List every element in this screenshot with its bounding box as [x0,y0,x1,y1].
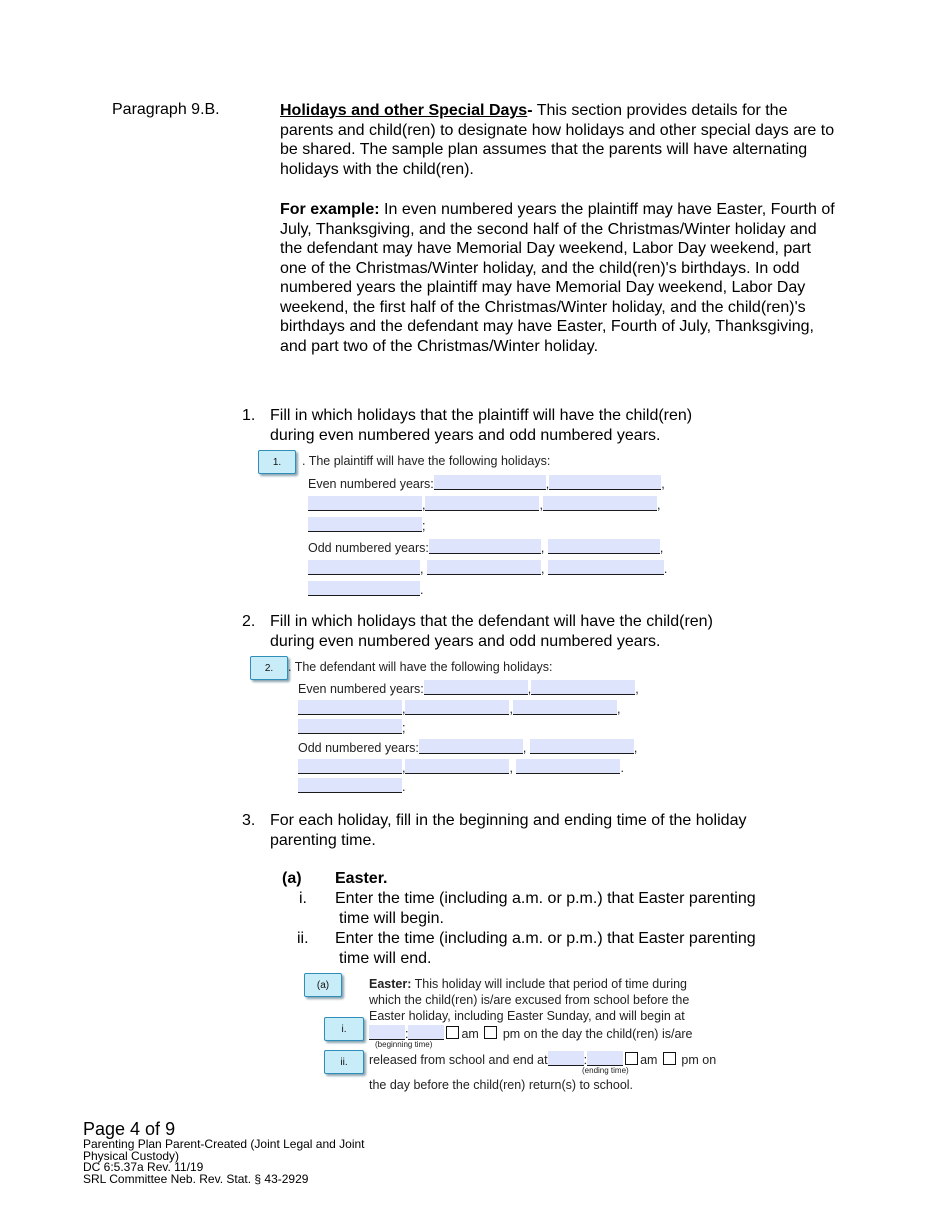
easter-sample-line: the day before the child(ren) return(s) to school. [369,1078,634,1092]
end-time-row: released from school and end at : am pm on [369,1053,717,1067]
defendant-holidays-sample [248,656,668,796]
am-checkbox[interactable] [446,1026,459,1039]
easter-sub-item-ii [297,929,797,969]
holiday-field[interactable] [549,475,661,490]
item-line-2: parenting time. [270,831,376,849]
item-line-1: Fill in which holidays that the defendant will have the child(ren) [270,613,713,630]
odd-years-row: , , . [308,560,667,576]
am-checkbox[interactable] [625,1052,638,1065]
sub-item-line-1: Enter the time (including a.m. or p.m.) that Easter parenting [335,930,756,947]
item-line-2: during even numbered years and odd numbered years. [270,632,661,650]
holiday-field[interactable] [298,700,402,715]
sample-badge: 1. [258,450,296,474]
holiday-field[interactable] [425,496,539,511]
pm-checkbox[interactable] [663,1052,676,1065]
odd-years-row: Odd numbered years: , , [308,541,664,555]
odd-years-row: Odd numbered years: , , [298,741,638,755]
sample-badge-i: i. [324,1017,364,1041]
sub-item-number: i. [299,890,307,907]
holiday-field[interactable] [513,700,617,715]
page-number: Page 4 of 9 [83,1119,176,1139]
even-years-row: , , , [308,496,660,512]
section-title: Holidays and other Special Days [280,102,528,119]
sub-item-line-1: Enter the time (including a.m. or p.m.) that Easter parenting [335,890,756,907]
sample-heading: . The defendant will have the following holidays: [288,660,553,674]
even-years-row: ; [308,517,425,533]
footer-line: Physical Custody) [83,1148,180,1163]
released-text: released from school and end at [369,1053,548,1067]
item-number: 3. [242,812,256,829]
instruction-item-1 [242,406,802,446]
even-years-row: ; [298,719,405,735]
holiday-field[interactable] [429,539,541,554]
holiday-field[interactable] [424,680,528,695]
am-label: am [640,1053,658,1067]
sample-badge-ii: ii. [324,1050,364,1074]
easter-sample-text: This holiday will include that period of time during [411,977,688,991]
sample-badge: 2. [250,656,288,680]
holiday-field[interactable] [308,560,420,575]
page-footer [83,1119,365,1185]
intro-text: This section provides details for the parents and child(ren) to designate how holidays and other special days are to be shared. The sample plan assumes that the parents will have alternating holidays with the child(ren). [280,102,835,178]
holiday-field[interactable] [308,581,420,596]
easter-sample-line: which the child(ren) is/are excused from school before the [369,993,690,1007]
end-minute-field[interactable] [587,1051,623,1066]
easter-sub-item-i [299,889,799,929]
plaintiff-holidays-sample [256,450,706,600]
holiday-field[interactable] [548,560,664,575]
even-years-row: Even numbered years: , , [298,682,639,696]
odd-years-row: . [308,581,423,597]
easter-sample-line: Easter holiday, including Easter Sunday, and will begin at [369,1009,685,1023]
even-years-label: Even numbered years: [298,682,424,696]
holiday-field[interactable] [308,496,422,511]
holiday-field[interactable] [548,539,660,554]
title-dash: - [527,102,533,119]
item-line-2: during even numbered years and odd numbered years. [270,426,661,444]
sample-badge-a: (a) [304,973,342,997]
item-number: 2. [242,613,256,630]
holiday-field[interactable] [405,700,509,715]
sub-item-line-2: time will end. [339,949,432,967]
sub-item-number: ii. [297,930,309,947]
sub-item-line-2: time will begin. [339,909,444,927]
item-number: 1. [242,407,256,424]
beginning-time-caption: (beginning time) [375,1040,433,1049]
even-years-row: , , , [298,700,620,716]
pm-checkbox[interactable] [484,1026,497,1039]
item-line-1: For each holiday, fill in the beginning and ending time of the holiday [270,812,747,829]
example-text: In even numbered years the plaintiff may have Easter, Fourth of July, Thanksgiving, and the second half of the Christmas/Winter holiday and the defendant may have Memorial Day weekend, Labor Day weekend, part one of the Christmas/Winter holiday, and the child(ren)'s birthdays. In odd numbered years the plaintiff may have Memorial Day weekend, Labor Day weekend, the first half of the Christmas/Winter holiday, and the child(ren)'s birthdays and the defendant may have Easter, Fourth of July, Thanksgiving, and part two of the Christmas/Winter holiday. [280,201,835,355]
even-years-label: Even numbered years: [308,477,434,491]
holiday-field[interactable] [434,475,546,490]
holiday-field[interactable] [419,739,523,754]
footer-line: DC 6:5.37a Rev. 11/19 [83,1160,204,1174]
footer-line: Parenting Plan Parent-Created (Joint Legal and Joint [83,1137,365,1151]
begin-minute-field[interactable] [408,1025,444,1040]
holiday-field[interactable] [308,517,422,532]
item-line-1: Fill in which holidays that the plaintiff will have the child(ren) [270,407,693,424]
holiday-field[interactable] [516,759,620,774]
am-label: am [461,1027,479,1041]
odd-years-row: . [298,778,405,794]
holiday-field[interactable] [405,759,509,774]
paragraph-label: Paragraph 9.B. [112,101,220,118]
holiday-field[interactable] [531,680,635,695]
pm-label: pm on [681,1053,717,1067]
footer-line: SRL Committee Neb. Rev. Stat. § 43-2929 [83,1171,309,1186]
odd-years-row: , , . [298,759,624,775]
example-label: For example: [280,201,380,218]
begin-time-row: : am pm on the day the child(ren) is/are [369,1025,693,1041]
easter-sample-label: Easter: [369,977,412,991]
holiday-field[interactable] [298,759,402,774]
easter-sample [300,972,760,1097]
holiday-field[interactable] [298,778,402,793]
pm-label: pm on the day the child(ren) is/are [502,1027,693,1041]
easter-letter: (a) [282,870,302,887]
sample-heading: . The plaintiff will have the following holidays: [302,454,551,468]
easter-title: Easter. [335,870,388,887]
instruction-item-3 [242,811,812,851]
instruction-item-2 [242,612,802,652]
example-paragraph [280,200,840,356]
holiday-field[interactable] [543,496,657,511]
even-years-row: Even numbered years: , , [308,477,665,491]
ending-time-caption: (ending time) [582,1066,629,1075]
intro-paragraph [280,101,840,179]
begin-hour-field[interactable] [369,1025,405,1040]
holiday-field[interactable] [530,739,634,754]
odd-years-label: Odd numbered years: [298,741,419,755]
end-hour-field[interactable] [548,1051,584,1066]
odd-years-label: Odd numbered years: [308,541,429,555]
holiday-field[interactable] [427,560,541,575]
easter-sample-line [369,977,687,991]
holiday-field[interactable] [298,719,402,734]
